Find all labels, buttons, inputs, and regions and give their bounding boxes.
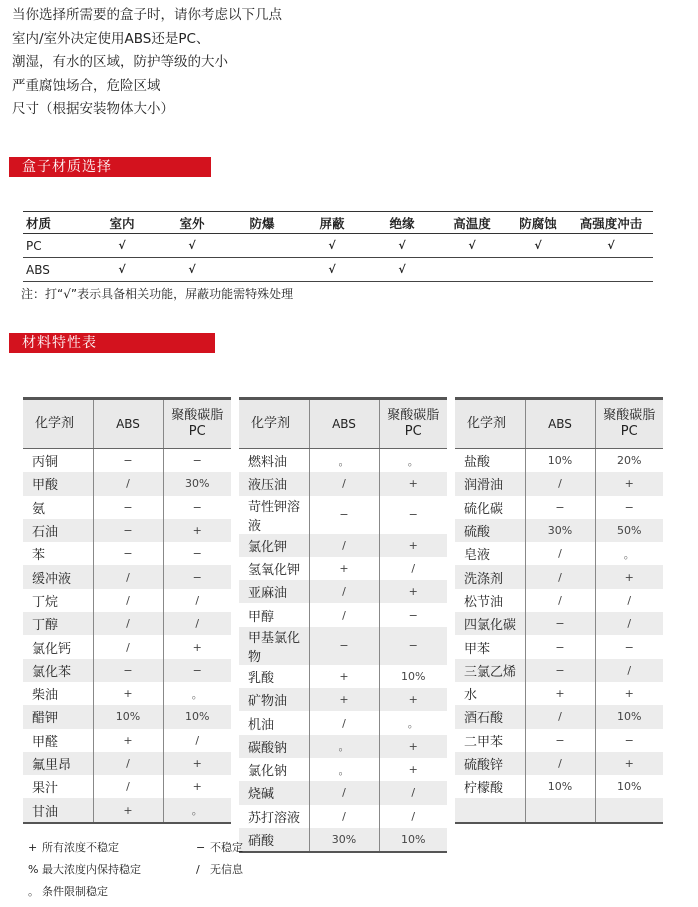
abs-rating: − — [525, 612, 595, 635]
abs-rating: / — [93, 565, 163, 588]
intro-line: 潮湿，有水的区域，防护等级的大小 — [12, 54, 228, 70]
intro-list — [12, 4, 282, 122]
table-row — [23, 705, 231, 728]
pc-rating: 20% — [595, 449, 663, 473]
column-header-abs: ABS — [309, 399, 379, 449]
pc-rating: / — [595, 659, 663, 682]
pc-rating: / — [163, 589, 231, 612]
pc-header-line1: 聚酸碳脂 — [171, 408, 224, 423]
legend-text: 所有浓度不稳定 — [42, 841, 119, 854]
chemical-name: 乳酸 — [248, 670, 275, 686]
chemical-name: 皂液 — [464, 548, 491, 564]
pc-rating: − — [163, 565, 231, 588]
legend-item — [196, 841, 243, 854]
abs-rating: − — [525, 496, 595, 519]
pc-rating: − — [379, 627, 447, 665]
pc-rating: 。 — [163, 798, 231, 822]
chemical-name: 柴油 — [32, 688, 59, 704]
chemical-name: 硝酸 — [239, 828, 309, 852]
abs-rating: / — [93, 472, 163, 495]
abs-rating: / — [309, 805, 379, 828]
pc-rating: + — [379, 472, 447, 495]
chemical-name: 苏打溶液 — [248, 810, 301, 826]
abs-rating: / — [309, 603, 379, 626]
chemical-name: 石油 — [23, 519, 93, 542]
chemical-name: 甲酸 — [23, 472, 93, 495]
table-row — [239, 758, 447, 781]
pc-rating: 。 — [595, 542, 663, 565]
pc-rating: 30% — [163, 472, 231, 495]
table-row — [23, 752, 231, 775]
check-mark — [507, 258, 569, 282]
abs-rating: 。 — [309, 735, 379, 758]
chemical-name: 果汁 — [32, 781, 59, 797]
column-header-abs: ABS — [93, 399, 163, 449]
legend-item — [196, 863, 243, 876]
abs-rating — [525, 798, 595, 822]
table-row — [455, 729, 663, 752]
legend-symbol: % — [28, 863, 39, 876]
table-row — [239, 688, 447, 711]
section-banner-properties: 材料特性表 — [9, 333, 215, 353]
pc-rating: + — [595, 565, 663, 588]
abs-rating: + — [93, 682, 163, 705]
material-name: ABS — [23, 258, 87, 282]
table-row — [23, 612, 231, 635]
column-header-chemical: 化学剂 — [455, 399, 525, 449]
abs-rating: − — [93, 659, 163, 682]
pc-rating: 。 — [379, 449, 447, 473]
legend-row — [28, 837, 243, 859]
chemical-name: 硫酸 — [455, 519, 525, 542]
table-row — [23, 589, 231, 612]
column-header-pc — [379, 399, 447, 449]
abs-rating: 。 — [309, 449, 379, 473]
table-row — [455, 472, 663, 495]
pc-rating: − — [595, 496, 663, 519]
table-row — [455, 659, 663, 682]
pc-rating: + — [595, 472, 663, 495]
table-row — [239, 627, 447, 665]
check-mark: √ — [87, 258, 157, 282]
pc-rating: 10% — [379, 828, 447, 852]
material-table-header — [23, 212, 653, 234]
table-row — [23, 258, 653, 282]
abs-rating: + — [93, 798, 163, 822]
table-row — [23, 659, 231, 682]
column-header: 屏蔽 — [297, 212, 367, 234]
pc-rating: 10% — [163, 705, 231, 728]
pc-rating: 。 — [379, 711, 447, 734]
chemical-table — [23, 397, 231, 824]
table-row — [23, 565, 231, 588]
abs-rating: − — [93, 519, 163, 542]
abs-rating: / — [309, 781, 379, 804]
abs-rating: + — [525, 682, 595, 705]
chemical-name: 液压油 — [239, 472, 309, 495]
abs-rating: / — [309, 580, 379, 603]
column-header: 室内 — [87, 212, 157, 234]
chemical-name: 苛性钾溶液 — [248, 499, 301, 534]
column-header: 高温度 — [437, 212, 507, 234]
table-row — [455, 496, 663, 519]
table-row — [23, 519, 231, 542]
chemical-name: 丙铜 — [32, 455, 59, 471]
chemical-name: 缓冲液 — [23, 565, 93, 588]
pc-rating: + — [163, 519, 231, 542]
table-row — [239, 665, 447, 688]
column-header: 防爆 — [227, 212, 297, 234]
table-row — [455, 589, 663, 612]
table-row — [239, 603, 447, 626]
abs-rating: + — [309, 688, 379, 711]
chemical-table-header — [23, 399, 231, 449]
chemical-name: 甲基氯化物 — [239, 627, 309, 665]
pc-rating: + — [379, 534, 447, 557]
pc-rating: 10% — [595, 705, 663, 728]
chemical-name: 甲醛 — [32, 734, 59, 750]
intro-line: 尺寸（根据安装物体大小） — [12, 101, 174, 117]
pc-header-line2: PC — [404, 424, 422, 439]
chemical-name: 甘油 — [23, 798, 93, 822]
table-row — [239, 472, 447, 495]
chemical-name: 润滑油 — [455, 472, 525, 495]
material-note: 注：打“√”表示具备相关功能，屏蔽功能需特殊处理 — [21, 287, 294, 301]
column-header-abs: ABS — [525, 399, 595, 449]
pc-rating: 50% — [595, 519, 663, 542]
abs-rating: / — [525, 752, 595, 775]
chemical-name: 硫酸锌 — [455, 752, 525, 775]
table-row — [239, 580, 447, 603]
abs-rating: 。 — [309, 758, 379, 781]
table-row — [23, 729, 231, 752]
pc-rating: − — [163, 449, 231, 473]
table-row — [455, 519, 663, 542]
table-row — [23, 682, 231, 705]
material-name: PC — [23, 234, 87, 258]
pc-rating: − — [595, 635, 663, 658]
pc-rating: / — [595, 612, 663, 635]
abs-rating: / — [525, 705, 595, 728]
check-mark: √ — [569, 234, 653, 258]
pc-rating — [595, 798, 663, 822]
pc-rating: 。 — [163, 682, 231, 705]
table-row — [455, 542, 663, 565]
chemical-name: 甲醇 — [248, 609, 275, 625]
chemical-table-header — [455, 399, 663, 449]
pc-rating: + — [379, 688, 447, 711]
abs-rating: / — [525, 542, 595, 565]
pc-header-line1: 聚酸碳脂 — [387, 408, 440, 423]
legend-text: 最大浓度内保持稳定 — [42, 863, 141, 876]
abs-rating: / — [309, 711, 379, 734]
table-row — [455, 635, 663, 658]
chemical-name: 柠檬酸 — [464, 781, 504, 797]
pc-rating: + — [595, 752, 663, 775]
chemical-name: 氯化钠 — [248, 764, 288, 780]
legend-row — [28, 859, 243, 881]
abs-rating: + — [309, 557, 379, 580]
check-mark — [437, 258, 507, 282]
abs-rating: + — [93, 729, 163, 752]
chemical-table — [239, 397, 447, 853]
table-row — [455, 775, 663, 798]
chemical-name: 苯 — [32, 548, 46, 564]
table-row — [239, 449, 447, 473]
chemical-name: 碳酸钠 — [239, 735, 309, 758]
abs-rating: / — [525, 472, 595, 495]
chemical-name: 氢氧化钾 — [248, 563, 301, 579]
column-header: 材质 — [23, 212, 87, 234]
chemical-name — [455, 798, 525, 822]
chemical-name: 四氯化碳 — [455, 612, 525, 635]
abs-rating: 30% — [309, 828, 379, 852]
pc-rating: + — [163, 752, 231, 775]
abs-rating: / — [525, 565, 595, 588]
check-mark — [569, 258, 653, 282]
abs-rating: 10% — [525, 449, 595, 473]
legend — [28, 837, 243, 903]
abs-rating: / — [309, 472, 379, 495]
column-header: 室外 — [157, 212, 227, 234]
table-row — [23, 472, 231, 495]
pc-header-line2: PC — [188, 424, 206, 439]
pc-rating: / — [595, 589, 663, 612]
chemical-name: 氯化钙 — [32, 641, 72, 657]
chemical-name: 洗涤剂 — [455, 565, 525, 588]
legend-text: 无信息 — [210, 863, 243, 876]
abs-rating: 10% — [93, 705, 163, 728]
material-table — [23, 211, 653, 282]
legend-item — [28, 837, 196, 859]
legend-item — [28, 859, 196, 881]
chemical-name: 甲苯 — [464, 641, 491, 657]
chemical-name: 水 — [464, 688, 478, 704]
intro-line: 当你选择所需要的盒子时，请你考虑以下几点 — [12, 7, 282, 23]
check-mark: √ — [507, 234, 569, 258]
pc-rating: − — [163, 496, 231, 519]
pc-rating: + — [379, 580, 447, 603]
abs-rating: − — [93, 496, 163, 519]
chemical-name: 燃料油 — [248, 455, 288, 471]
abs-rating: / — [93, 635, 163, 658]
legend-symbol: − — [196, 841, 206, 854]
table-row — [455, 449, 663, 473]
chemical-name: 亚麻油 — [239, 580, 309, 603]
abs-rating: 10% — [525, 775, 595, 798]
check-mark: √ — [297, 234, 367, 258]
check-mark: √ — [157, 234, 227, 258]
table-row — [239, 711, 447, 734]
chemical-name: 矿物油 — [239, 688, 309, 711]
legend-symbol: + — [28, 841, 38, 854]
legend-text: 条件限制稳定 — [42, 885, 108, 898]
abs-rating: − — [525, 659, 595, 682]
check-mark: √ — [87, 234, 157, 258]
chemical-name: 酒石酸 — [455, 705, 525, 728]
table-row — [455, 682, 663, 705]
pc-rating: + — [163, 775, 231, 798]
pc-header-line1: 聚酸碳脂 — [603, 408, 656, 423]
pc-rating: + — [163, 635, 231, 658]
check-mark: √ — [297, 258, 367, 282]
check-mark: √ — [157, 258, 227, 282]
table-row — [239, 735, 447, 758]
table-row — [455, 705, 663, 728]
chemical-table — [455, 397, 663, 824]
table-row — [455, 752, 663, 775]
chemical-name: 氯化钾 — [239, 534, 309, 557]
section-banner-material: 盒子材质选择 — [9, 157, 211, 177]
abs-rating: / — [525, 589, 595, 612]
pc-rating: + — [379, 758, 447, 781]
table-row — [455, 798, 663, 822]
table-row — [23, 798, 231, 822]
abs-rating: − — [93, 542, 163, 565]
check-mark: √ — [437, 234, 507, 258]
table-row — [23, 449, 231, 473]
column-header: 防腐蚀 — [507, 212, 569, 234]
legend-symbol: 。 — [28, 885, 39, 898]
table-row — [23, 542, 231, 565]
abs-rating: − — [309, 496, 379, 534]
intro-line: 室内/室外决定使用ABS还是PC、 — [12, 30, 210, 47]
abs-rating: / — [309, 534, 379, 557]
legend-text: 不稳定 — [210, 841, 243, 854]
legend-symbol: / — [196, 863, 200, 876]
abs-rating: − — [93, 449, 163, 473]
abs-rating: / — [93, 612, 163, 635]
chemical-name: 醋钾 — [23, 705, 93, 728]
pc-rating: / — [163, 612, 231, 635]
pc-rating: − — [379, 496, 447, 534]
pc-rating: / — [379, 805, 447, 828]
check-mark — [227, 234, 297, 258]
table-row — [23, 635, 231, 658]
abs-rating: / — [93, 752, 163, 775]
abs-rating: 30% — [525, 519, 595, 542]
check-mark — [227, 258, 297, 282]
chemical-name: 烧碱 — [239, 781, 309, 804]
chemical-name: 氯化苯 — [23, 659, 93, 682]
pc-rating: + — [595, 682, 663, 705]
table-row — [23, 234, 653, 258]
column-header-pc — [163, 399, 231, 449]
pc-header-line2: PC — [620, 424, 638, 439]
table-row — [23, 775, 231, 798]
chemical-name: 氟里昂 — [23, 752, 93, 775]
table-row — [239, 828, 447, 852]
chemical-name: 氨 — [32, 501, 46, 517]
chemical-name: 丁醇 — [23, 612, 93, 635]
column-header: 绝缘 — [367, 212, 437, 234]
column-header-pc — [595, 399, 663, 449]
legend-row — [28, 881, 243, 903]
pc-rating: − — [163, 659, 231, 682]
abs-rating: + — [309, 665, 379, 688]
pc-rating: − — [595, 729, 663, 752]
column-header: 高强度冲击 — [569, 212, 653, 234]
table-row — [23, 496, 231, 519]
pc-rating: / — [379, 557, 447, 580]
chemical-name: 硫化碳 — [464, 501, 504, 517]
chemical-name: 盐酸 — [464, 455, 491, 471]
abs-rating: − — [525, 729, 595, 752]
chemical-table-header — [239, 399, 447, 449]
chemical-name: 丁烷 — [32, 594, 59, 610]
abs-rating: − — [309, 627, 379, 665]
pc-rating: / — [163, 729, 231, 752]
table-row — [239, 534, 447, 557]
chemical-name: 松节油 — [464, 594, 504, 610]
table-row — [239, 805, 447, 828]
pc-rating: − — [163, 542, 231, 565]
table-row — [239, 557, 447, 580]
table-row — [239, 496, 447, 534]
pc-rating: / — [379, 781, 447, 804]
pc-rating: 10% — [379, 665, 447, 688]
check-mark: √ — [367, 258, 437, 282]
pc-rating: + — [379, 735, 447, 758]
chemical-name: 机油 — [248, 717, 275, 733]
intro-line: 严重腐蚀场合，危险区域 — [12, 77, 161, 94]
abs-rating: / — [93, 589, 163, 612]
chemical-name: 三氯乙烯 — [455, 659, 525, 682]
abs-rating: / — [93, 775, 163, 798]
pc-rating: 10% — [595, 775, 663, 798]
chemical-name: 二甲苯 — [464, 734, 504, 750]
column-header-chemical: 化学剂 — [239, 399, 309, 449]
column-header-chemical: 化学剂 — [23, 399, 93, 449]
pc-rating: − — [379, 603, 447, 626]
check-mark: √ — [367, 234, 437, 258]
legend-item — [28, 881, 196, 903]
table-row — [455, 565, 663, 588]
table-row — [239, 781, 447, 804]
table-row — [455, 612, 663, 635]
abs-rating: − — [525, 635, 595, 658]
